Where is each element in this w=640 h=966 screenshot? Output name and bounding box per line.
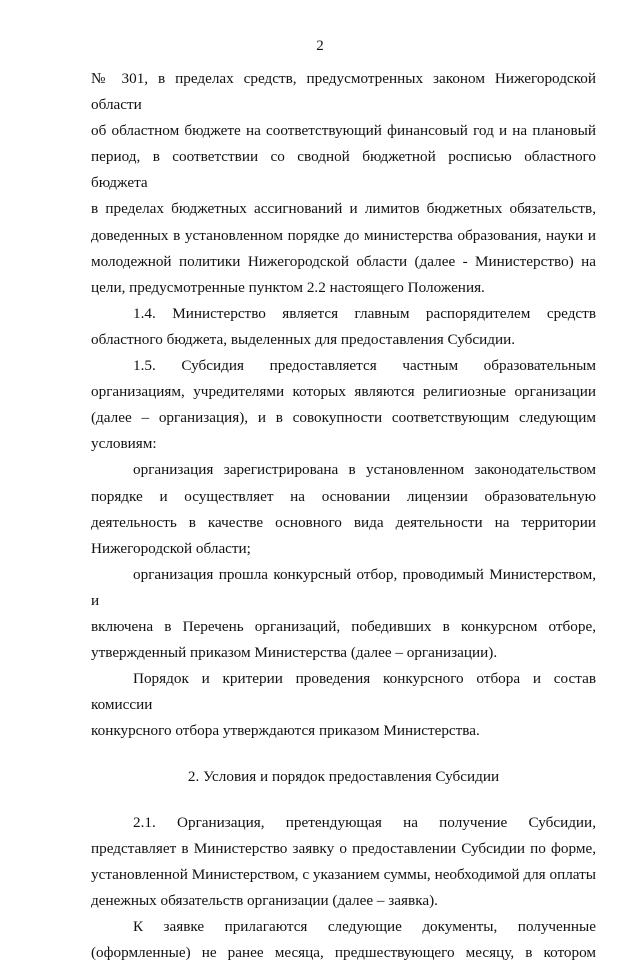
text-line: К заявке прилагаются следующие документы, полученные [133, 917, 596, 935]
text-line: период, в соответствии со сводной бюджетной росписью областного бюджета [91, 148, 596, 192]
paragraph [91, 914, 596, 966]
paragraph [91, 810, 596, 914]
text-line: Нижегородской области; [91, 539, 251, 557]
paragraph [91, 301, 596, 353]
paragraph [91, 66, 596, 301]
page-number: 2 [316, 38, 324, 54]
text-line: 1.4. Министерство является главным распорядителем средств [133, 304, 596, 322]
text-line: молодежной политики Нижегородской области (далее - Министерство) на [91, 252, 596, 270]
text-line: № 301, в пределах средств, предусмотренных законом Нижегородской области [91, 70, 596, 114]
document-body [91, 66, 596, 966]
text-line: цели, предусмотренные пунктом 2.2 настоящего Положения. [91, 278, 485, 296]
text-line: условиям: [91, 435, 157, 453]
text-line: (далее – организация), и в совокупности соответствующим следующим [91, 409, 596, 427]
text-line: представляет в Министерство заявку о предоставлении Субсидии по форме, [91, 839, 596, 857]
text-line: Порядок и критерии проведения конкурсного отбора и состав комиссии [91, 670, 596, 714]
text-line: доведенных в установленном порядке до министерства образования, науки и [91, 226, 596, 244]
text-line: (оформленные) не ранее месяца, предшествующего месяцу, в котором [91, 944, 596, 961]
text-line: утвержденный приказом Министерства (далее – организации). [91, 644, 498, 662]
text-line: установленной Министерством, с указанием суммы, необходимой для оплаты [91, 865, 596, 883]
text-line: включена в Перечень организаций, победивших в конкурсном отборе, [91, 617, 596, 635]
paragraph [91, 562, 596, 666]
text-line: порядке и осуществляет на основании лицензии образовательную [91, 487, 596, 505]
text-line: 1.5. Субсидия предоставляется частным образовательным [133, 357, 596, 375]
paragraph [91, 353, 596, 457]
text-line: 2.1. Организация, претендующая на получение Субсидии, [133, 813, 596, 831]
text-line: конкурсного отбора утверждаются приказом Министерства. [91, 722, 480, 740]
text-line: денежных обязательств организации (далее – заявка). [91, 891, 438, 909]
text-line: организация зарегистрирована в установленном законодательством [133, 461, 596, 479]
paragraph [91, 457, 596, 561]
text-line: в пределах бюджетных ассигнований и лимитов бюджетных обязательств, [91, 200, 596, 218]
text-line: областного бюджета, выделенных для предоставления Субсидии. [91, 330, 516, 348]
text-line: деятельность в качестве основного вида деятельности на территории [91, 513, 596, 531]
text-line: организациям, учредителями которых являются религиозные организации [91, 383, 596, 401]
text-line: организация прошла конкурсный отбор, проводимый Министерством, и [91, 565, 596, 609]
text-line: об областном бюджете на соответствующий финансовый год и на плановый [91, 122, 596, 140]
section-heading: 2. Условия и порядок предоставления Субсидии [187, 768, 500, 786]
paragraph [91, 666, 596, 744]
